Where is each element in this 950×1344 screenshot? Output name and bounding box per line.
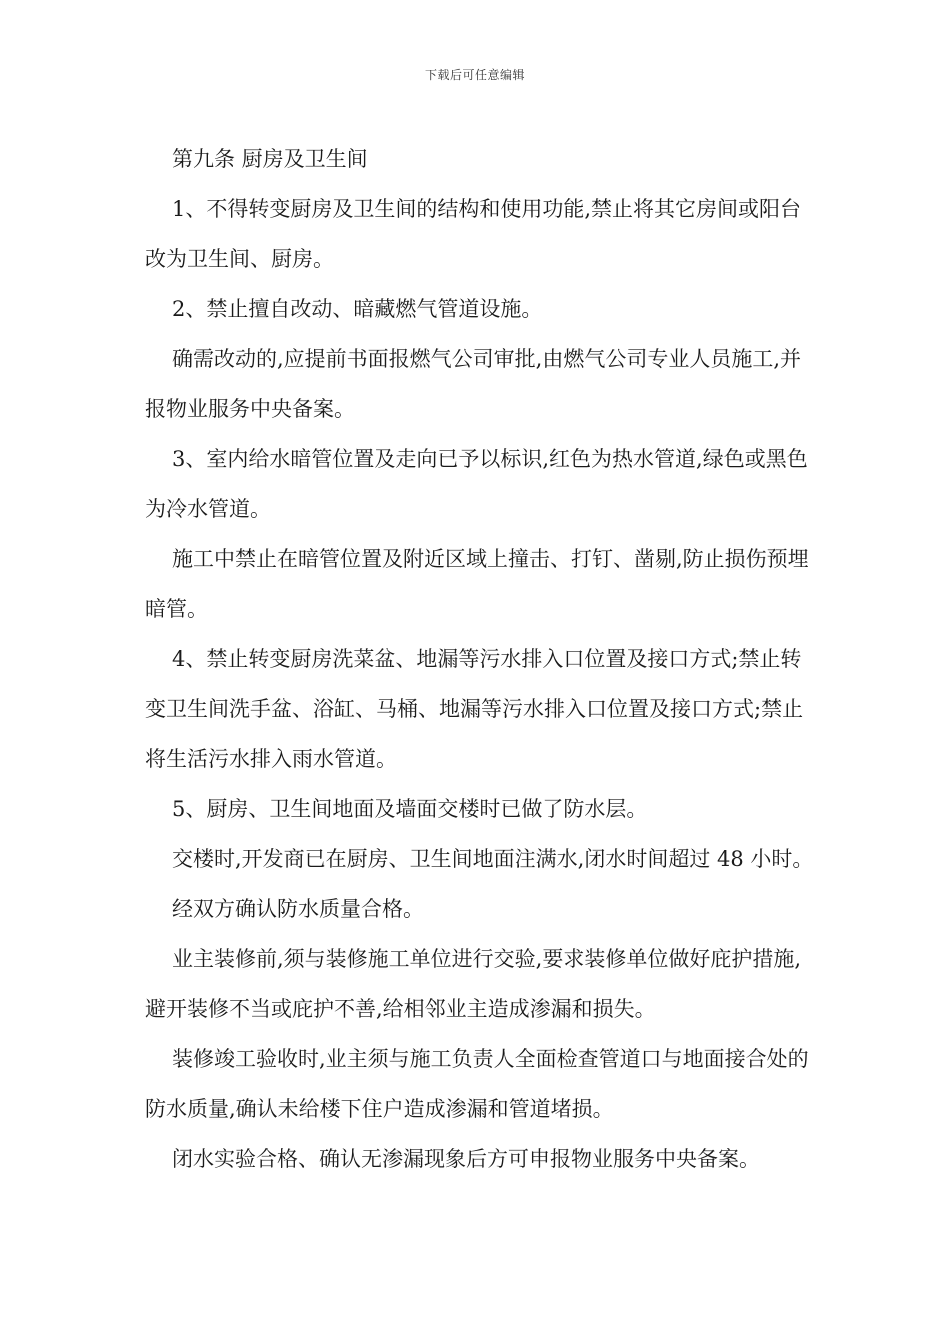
paragraph: 1、不得转变厨房及卫生间的结构和使用功能,禁止将其它房间或阳台改为卫生间、厨房。 xyxy=(145,197,802,271)
paragraph: 业主装修前,须与装修施工单位进行交验,要求装修单位做好庇护措施,避开装修不当或庇护不善,给相邻业主造成渗漏和损失。 xyxy=(145,947,802,1021)
paragraph: 4、禁止转变厨房洗菜盆、地漏等污水排入口位置及接口方式;禁止转变卫生间洗手盆、浴缸、马桶、地漏等污水排入口位置及接口方式;禁止将生活污水排入雨水管道。 xyxy=(145,647,804,771)
paragraph: 装修竣工验收时,业主须与施工负责人全面检查管道口与地面接合处的防水质量,确认未给楼下住户造成渗漏和管道堵损。 xyxy=(145,1047,809,1121)
paragraph: 施工中禁止在暗管位置及附近区域上撞击、打钉、凿剔,防止损伤预埋暗管。 xyxy=(145,547,809,621)
paragraph: 交楼时,开发商已在厨房、卫生间地面注满水,闭水时间超过 48 小时。 xyxy=(172,847,814,871)
document-body xyxy=(145,134,815,1184)
paragraph: 闭水实验合格、确认无渗漏现象后方可申报物业服务中央备案。 xyxy=(172,1147,760,1171)
paragraph: 3、室内给水暗管位置及走向已予以标识,红色为热水管道,绿色或黑色为冷水管道。 xyxy=(145,447,808,521)
paragraph: 经双方确认防水质量合格。 xyxy=(172,897,424,921)
paragraph: 2、禁止擅自改动、暗藏燃气管道设施。 xyxy=(172,297,543,321)
paragraph: 5、厨房、卫生间地面及墙面交楼时已做了防水层。 xyxy=(172,797,648,821)
page-header-note: 下载后可任意编辑 xyxy=(424,68,525,82)
paragraph: 确需改动的,应提前书面报燃气公司审批,由燃气公司专业人员施工,并报物业服务中央备案。 xyxy=(145,347,802,421)
section-title: 第九条 厨房及卫生间 xyxy=(172,147,368,171)
